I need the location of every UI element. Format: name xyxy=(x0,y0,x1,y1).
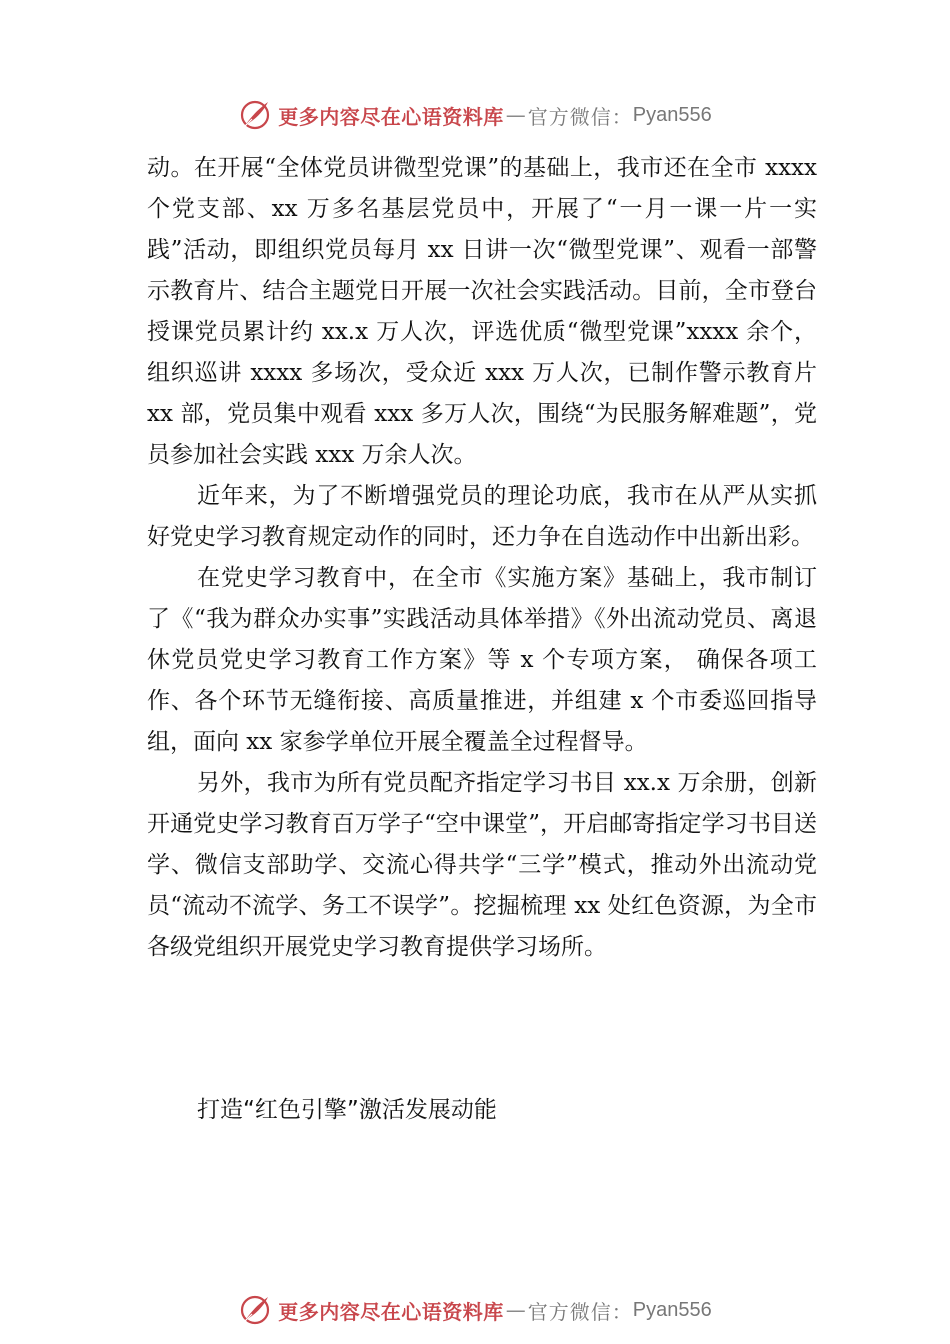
paragraph-1: 动。在开展“全体党员讲微型党课”的基础上，我市还在全市 xxxx 个党支部、xx 万多名基层党员中，开展了“一月一课一片一实践”活动，即组织党员每月 xx 日讲一次“微型党课”、观看一部警示教育片、结合主题党日开展一次社会实践活动。目前，全市登台授课党员累计约 xx.x 万人次，评选优质“微型党课”xxxx 余个，组织巡讲 xxxx 多场次，受众近 xxx 万人次，已制作警示教育片 xx 部，党员集中观看 xxx 多万人次，围绕“为民服务解难题”，党员参加社会实践 xxx 万余人次。 xyxy=(147,155,817,468)
footer-banner xyxy=(0,1290,950,1330)
header-dash: — xyxy=(505,103,526,127)
footer-dash: — xyxy=(505,1298,526,1322)
footer-wechat-label: 官方微信： xyxy=(527,1299,633,1324)
header-library-text: 更多内容尽在心语资料库 xyxy=(278,104,504,129)
body-text xyxy=(147,148,817,968)
footer-wechat-account: Pyan556 xyxy=(632,1298,712,1321)
header-banner xyxy=(0,95,950,135)
quill-pen-logo-icon xyxy=(238,98,272,132)
section-heading: 打造“红色引擎”激活发展动能 xyxy=(197,1097,497,1123)
header-wechat-account: Pyan556 xyxy=(632,103,712,126)
footer-library-text: 更多内容尽在心语资料库 xyxy=(278,1299,504,1324)
paragraph-3: 在党史学习教育中，在全市《实施方案》基础上，我市制订了《“我为群众办实事”实践活动具体举措》《外出流动党员、离退休党员党史学习教育工作方案》等 x 个专项方案， 确保各项工作、各个环节无缝衔接、高质量推进，并组建 x 个市委巡回指导组，面向 xx 家参学单位开展全覆盖全过程督导。 xyxy=(147,565,817,755)
header-wechat-label: 官方微信： xyxy=(527,104,633,129)
paragraph-2: 近年来，为了不断增强党员的理论功底，我市在从严从实抓好党史学习教育规定动作的同时，还力争在自选动作中出新出彩。 xyxy=(147,483,817,550)
quill-pen-logo-icon xyxy=(238,1293,272,1327)
paragraph-4: 另外，我市为所有党员配齐指定学习书目 xx.x 万余册，创新开通党史学习教育百万学子“空中课堂”，开启邮寄指定学习书目送学、微信支部助学、交流心得共学“三学”模式，推动外出流动党员“流动不流学、务工不误学”。挖掘梳理 xx 处红色资源，为全市各级党组织开展党史学习教育提供学习场所。 xyxy=(147,770,817,960)
